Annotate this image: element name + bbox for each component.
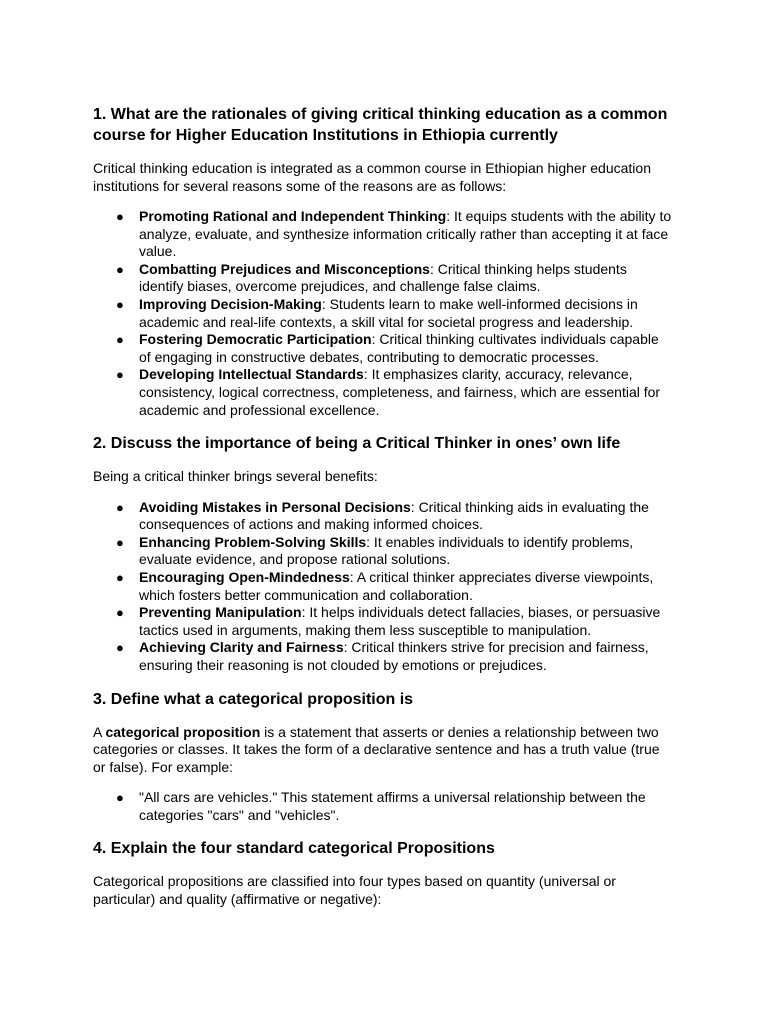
bullet-icon: ● — [116, 605, 124, 621]
list-item — [93, 296, 672, 331]
list-item — [93, 261, 672, 296]
list-item-term: Avoiding Mistakes in Personal Decisions — [139, 498, 411, 515]
section-1-heading: 1. What are the rationales of giving critical thinking education as a common course for Higher Education Institutions in Ethiopia currently — [93, 106, 668, 144]
list-item-term: Improving Decision-Making — [139, 295, 322, 312]
section-3-heading: 3. Define what a categorical proposition is — [93, 690, 414, 708]
list-item — [93, 639, 672, 674]
list-item — [93, 789, 672, 824]
intro-prefix: A — [93, 723, 106, 740]
bullet-icon: ● — [116, 534, 124, 550]
list-item-text: : Students learn to make well-informed decisions in academic and real-life contexts, a skill vital for societal progress and leadership. — [139, 295, 638, 330]
list-item-term: Achieving Clarity and Fairness — [139, 639, 344, 656]
list-item-text: : It equips students with the ability to analyze, evaluate, and synthesize information critically rather than accepting it at face value. — [139, 208, 672, 260]
section-3-intro — [93, 724, 672, 777]
list-item — [93, 208, 672, 261]
bullet-icon: ● — [116, 296, 124, 312]
list-item — [93, 604, 672, 639]
list-item — [93, 499, 672, 534]
intro-rest: is a statement that asserts or denies a relationship between two categories or classes. It takes the form of a declarative sentence and has a truth value (true or false). For example: — [93, 723, 660, 775]
list-item-text: : Critical thinking cultivates individuals capable of engaging in constructive debates, contributing to democratic processes. — [139, 331, 659, 365]
list-item-text: : Critical thinking aids in evaluating the consequences of actions and making informed choices. — [139, 498, 649, 533]
list-item-term: Fostering Democratic Participation — [139, 331, 372, 348]
list-item-term: Promoting Rational and Independent Thinking — [139, 208, 447, 224]
section-1-intro: Critical thinking education is integrated as a common course in Ethiopian higher education institutions for several reasons some of the reasons are as follows: — [93, 160, 651, 194]
list-item-text: : It helps individuals detect fallacies, biases, or persuasive tactics used in arguments, making them less susceptible to manipulation. — [139, 604, 661, 638]
section-4-heading: 4. Explain the four standard categorical Propositions — [93, 840, 495, 858]
list-item — [93, 331, 672, 366]
intro-term: categorical proposition — [105, 723, 261, 740]
list-item-term: Developing Intellectual Standards — [139, 366, 364, 383]
bullet-icon: ● — [116, 261, 124, 277]
list-item-text: : It emphasizes clarity, accuracy, relevance, consistency, logical correctness, completeness, and fairness, which are essential for academic and professional excellence. — [139, 366, 661, 418]
bullet-icon: ● — [116, 790, 124, 806]
list-item-text: : Critical thinking helps students identify biases, overcome prejudices, and challenge false claims. — [139, 260, 627, 295]
bullet-icon: ● — [116, 640, 124, 656]
list-item-text: "All cars are vehicles." This statement affirms a universal relationship between the categories "cars" and "vehicles". — [139, 789, 646, 823]
list-item-term: Preventing Manipulation — [139, 604, 302, 621]
section-3-list — [93, 789, 672, 824]
list-item-term: Enhancing Problem-Solving Skills — [139, 533, 367, 550]
bullet-icon: ● — [116, 209, 124, 224]
list-item — [93, 569, 672, 604]
section-1-list — [93, 208, 672, 419]
list-item-term: Encouraging Open-Mindedness — [139, 569, 350, 585]
section-2-intro: Being a critical thinker brings several benefits: — [93, 468, 378, 485]
bullet-icon: ● — [116, 367, 124, 383]
section-2-heading: 2. Discuss the importance of being a Critical Thinker in ones’ own life — [93, 435, 621, 453]
bullet-icon: ● — [116, 570, 124, 585]
list-item-text: : It enables individuals to identify problems, evaluate evidence, and propose rational solutions. — [139, 533, 634, 568]
bullet-icon: ● — [116, 499, 124, 515]
list-item — [93, 366, 672, 419]
section-2-list — [93, 499, 672, 675]
section-4-intro: Categorical propositions are classified into four types based on quantity (universal or particular) and quality (affirmative or negative): — [93, 873, 616, 907]
list-item — [93, 534, 672, 569]
bullet-icon: ● — [116, 332, 124, 348]
list-item-text: : Critical thinkers strive for precision and fairness, ensuring their reasoning is not clouded by emotions or prejudices. — [139, 639, 649, 673]
list-item-term: Combatting Prejudices and Misconceptions — [139, 260, 430, 277]
list-item-text: : A critical thinker appreciates diverse viewpoints, which fosters better communication and collaboration. — [139, 569, 654, 603]
